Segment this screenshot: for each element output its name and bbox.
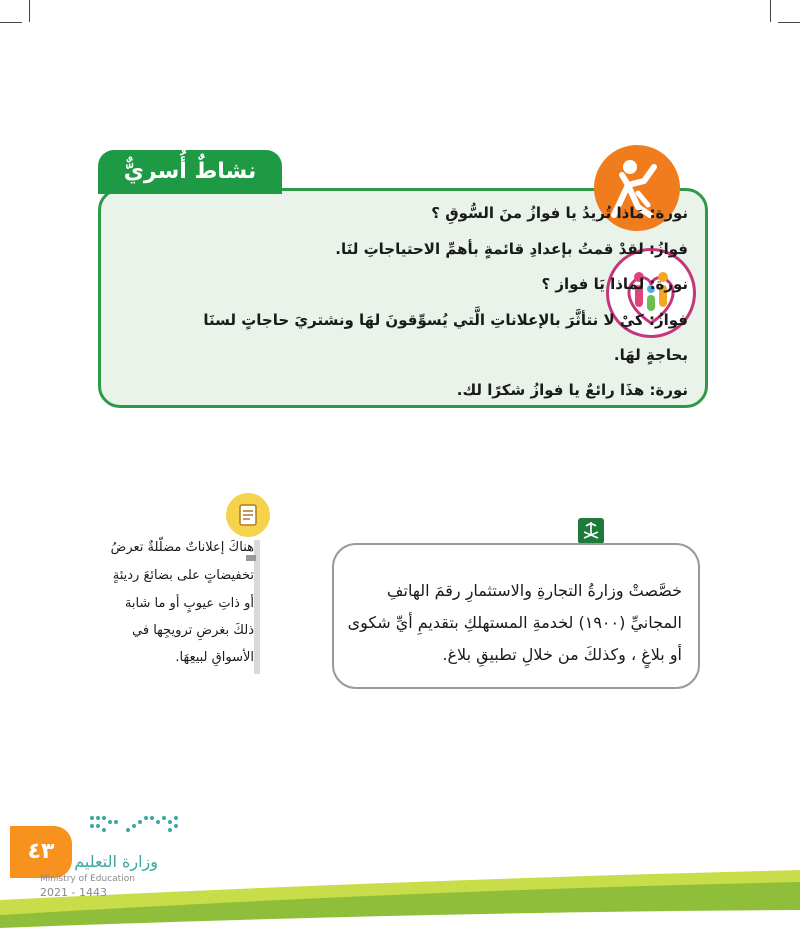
crop-mark: [29, 0, 30, 22]
education-name-en: Ministry of Education: [40, 874, 135, 884]
note-line: الأسواقِ لبيعِهَا.: [175, 650, 254, 665]
crop-mark: [0, 22, 22, 23]
education-name-ar: وزارة التعليم: [74, 852, 158, 871]
note-line: تخفيضاتٍ على بضائعَ رديئةٍ: [112, 568, 254, 583]
note-line: هناكَ إعلاناتٌ مضلّلةٌ تعرضُ: [110, 540, 254, 555]
dialogue-line: بحاجةٍ لهَا.: [613, 346, 688, 364]
education-logo-icon: [88, 812, 180, 840]
commerce-line: خصَّصتْ وزارةُ التجارةِ والاستثمارِ رقمَ الهاتفِ: [386, 581, 682, 600]
dialogue-line: فوازُ: كيْ لا نتأثَّرَ بالإعلاناتِ الَّتي يُسوِّقونَ لهَا ونشتريَ حاجاتٍ لسنَا: [203, 311, 688, 329]
note-line: ذلكَ بغرضِ ترويجِها في: [132, 623, 254, 638]
commerce-logo-icon: [578, 518, 604, 544]
commerce-line: المجانيِّ (١٩٠٠) لخدمةِ المستهلكِ بتقديمِ أيِّ شكوى: [347, 613, 682, 632]
crop-mark: [770, 0, 771, 22]
note-line: أو ذاتِ عيوبٍ أو ما شابهَ: [124, 596, 254, 611]
footer-swoosh: [0, 860, 800, 943]
dialogue-line: نورة: هذَا رائعٌ يا فوازُ شكرًا لك.: [456, 381, 688, 399]
dialogue-line: نورة: مَاذا تُريدُ يا فوازُ منَ السُّوقِ ؟: [431, 204, 688, 222]
dialogue-line: نورة: لماذا يَا فواز ؟: [541, 275, 688, 293]
crop-mark: [778, 22, 800, 23]
dialogue-line: فوازُ: لقدْ قمتُ بإعدادِ قائمةٍ بأهمِّ الاحتياجاتِ لنَا.: [335, 240, 688, 258]
activity-title: نشاطٌ أُسريٌّ: [98, 150, 282, 194]
notepad-icon: [226, 493, 270, 537]
commerce-line: أو بلاغٍ ، وكذلكَ من خلالِ تطبيقِ بلاغ.: [442, 645, 682, 664]
page-number: ٤٣: [10, 826, 72, 878]
education-years: 2021 - 1443: [40, 886, 107, 899]
